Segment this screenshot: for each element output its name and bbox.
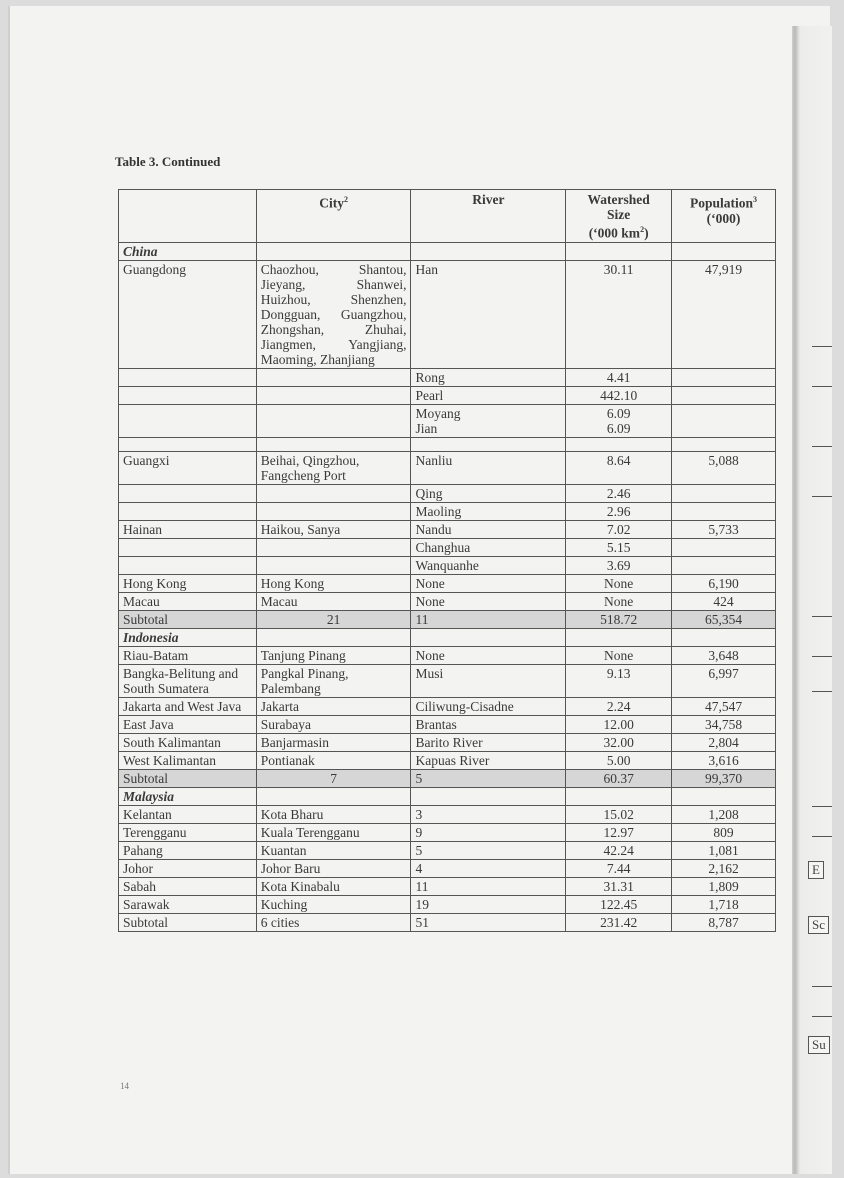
size-cell: 6.09 6.09	[566, 404, 672, 437]
strip-letter-3: Su	[808, 1036, 830, 1054]
table-row	[119, 697, 776, 715]
city-cell: Banjarmasin	[256, 733, 411, 751]
size-cell: None	[566, 574, 672, 592]
size-cell: None	[566, 592, 672, 610]
river-cell: 9	[411, 823, 566, 841]
river-cell: Ciliwung-Cisadne	[411, 697, 566, 715]
river-count-cell: 11	[411, 610, 566, 628]
size-cell: 4.41	[566, 368, 672, 386]
size-cell: 231.42	[566, 913, 672, 931]
data-table	[118, 189, 776, 932]
province-cell: Macau	[119, 592, 257, 610]
river-cell: Brantas	[411, 715, 566, 733]
river-cell: 19	[411, 895, 566, 913]
city-cell: Chaozhou, Shantou, Jieyang, Shanwei, Huizhou, Shenzhen, Dongguan, Guangzhou, Zhongshan, Zhuhai, Jiangmen, Yangjiang, Maoming, Zhanjiang	[256, 260, 411, 368]
size-cell: 7.02	[566, 520, 672, 538]
population-cell: 5,088	[672, 451, 776, 484]
table-row	[119, 574, 776, 592]
region-row-indonesia	[119, 628, 776, 646]
table-row	[119, 538, 776, 556]
size-cell: None	[566, 646, 672, 664]
city-cell: Kuching	[256, 895, 411, 913]
strip-tick	[812, 386, 832, 387]
river-cell: 4	[411, 859, 566, 877]
province-cell: Bangka-Belitung and South Sumatera	[119, 664, 257, 697]
table-row	[119, 877, 776, 895]
province-cell: Pahang	[119, 841, 257, 859]
size-cell: 12.00	[566, 715, 672, 733]
table-row	[119, 859, 776, 877]
table-row	[119, 502, 776, 520]
header-city: City$^2$	[256, 190, 411, 243]
population-cell: 2,162	[672, 859, 776, 877]
size-cell: 2.46	[566, 484, 672, 502]
river-cell: None	[411, 574, 566, 592]
city-cell: Kota Bharu	[256, 805, 411, 823]
strip-tick	[812, 446, 832, 447]
table-row	[119, 592, 776, 610]
population-cell: 424	[672, 592, 776, 610]
size-cell: 15.02	[566, 805, 672, 823]
table-row	[119, 484, 776, 502]
city-cell: Haikou, Sanya	[256, 520, 411, 538]
region-label: Indonesia	[119, 628, 257, 646]
region-label: Malaysia	[119, 787, 257, 805]
strip-letter-2: Sc	[808, 916, 829, 934]
river-count-cell: 51	[411, 913, 566, 931]
city-cell: Surabaya	[256, 715, 411, 733]
strip-tick	[812, 496, 832, 497]
river-cell: Moyang Jian	[411, 404, 566, 437]
city-cell: Kota Kinabalu	[256, 877, 411, 895]
table-row	[119, 895, 776, 913]
population-cell: 1,081	[672, 841, 776, 859]
strip-tick	[812, 616, 832, 617]
province-cell: Hainan	[119, 520, 257, 538]
table-caption: Table 3. Continued	[115, 154, 221, 169]
table-row	[119, 451, 776, 484]
region-label: China	[119, 242, 257, 260]
strip-tick	[812, 836, 832, 837]
adjacent-page-edge	[792, 26, 832, 1174]
size-cell: 31.31	[566, 877, 672, 895]
river-cell: Pearl	[411, 386, 566, 404]
size-cell: 7.44	[566, 859, 672, 877]
size-cell: 518.72	[566, 610, 672, 628]
header-province	[119, 190, 257, 243]
size-cell: 122.45	[566, 895, 672, 913]
table-row	[119, 404, 776, 437]
river-count-cell: 5	[411, 769, 566, 787]
size-cell: 60.37	[566, 769, 672, 787]
strip-tick	[812, 346, 832, 347]
population-cell: 47,547	[672, 697, 776, 715]
province-cell: Terengganu	[119, 823, 257, 841]
river-cell: Han	[411, 260, 566, 368]
header-river: River	[411, 190, 566, 243]
river-cell: 5	[411, 841, 566, 859]
page-number: 14	[120, 1081, 129, 1091]
city-count-cell: 21	[256, 610, 411, 628]
region-row-malaysia	[119, 787, 776, 805]
province-cell: Johor	[119, 859, 257, 877]
province-cell: Riau-Batam	[119, 646, 257, 664]
strip-tick	[812, 986, 832, 987]
population-cell: 2,804	[672, 733, 776, 751]
population-cell: 65,354	[672, 610, 776, 628]
population-cell: 809	[672, 823, 776, 841]
river-cell: 3	[411, 805, 566, 823]
province-cell: Guangdong	[119, 260, 257, 368]
river-cell: Nanliu	[411, 451, 566, 484]
subtotal-row	[119, 913, 776, 931]
city-cell: Pontianak	[256, 751, 411, 769]
city-cell: Pangkal Pinang, Palembang	[256, 664, 411, 697]
strip-letter-1: E	[808, 861, 824, 879]
population-cell: 3,616	[672, 751, 776, 769]
population-cell: 6,997	[672, 664, 776, 697]
city-cell: Hong Kong	[256, 574, 411, 592]
province-cell: Kelantan	[119, 805, 257, 823]
city-cell: Kuala Terengganu	[256, 823, 411, 841]
table-row	[119, 646, 776, 664]
subtotal-label: Subtotal	[119, 610, 257, 628]
table-row	[119, 664, 776, 697]
river-cell: Rong	[411, 368, 566, 386]
size-cell: 32.00	[566, 733, 672, 751]
size-cell: 5.00	[566, 751, 672, 769]
header-row	[119, 190, 776, 243]
population-cell: 1,809	[672, 877, 776, 895]
river-cell: None	[411, 646, 566, 664]
size-cell: 30.11	[566, 260, 672, 368]
population-cell: 8,787	[672, 913, 776, 931]
table-row	[119, 260, 776, 368]
river-cell: Kapuas River	[411, 751, 566, 769]
city-cell: Jakarta	[256, 697, 411, 715]
size-cell: 8.64	[566, 451, 672, 484]
province-cell: Hong Kong	[119, 574, 257, 592]
size-cell: 3.69	[566, 556, 672, 574]
province-cell: Jakarta and West Java	[119, 697, 257, 715]
city-cell: Tanjung Pinang	[256, 646, 411, 664]
population-cell: 3,648	[672, 646, 776, 664]
river-cell: None	[411, 592, 566, 610]
table-row	[119, 386, 776, 404]
header-watershed: Watershed Size (‘000 $km^2$)	[566, 190, 672, 243]
river-cell: Wanquanhe	[411, 556, 566, 574]
size-cell: 2.96	[566, 502, 672, 520]
subtotal-row	[119, 610, 776, 628]
river-cell: Nandu	[411, 520, 566, 538]
river-cell: Musi	[411, 664, 566, 697]
subtotal-label: Subtotal	[119, 913, 257, 931]
province-cell: South Kalimantan	[119, 733, 257, 751]
table-row	[119, 751, 776, 769]
subtotal-label: Subtotal	[119, 769, 257, 787]
region-row-china	[119, 242, 776, 260]
province-cell: Sabah	[119, 877, 257, 895]
province-cell: Sarawak	[119, 895, 257, 913]
size-cell: 42.24	[566, 841, 672, 859]
strip-tick	[812, 691, 832, 692]
size-cell: 12.97	[566, 823, 672, 841]
river-cell: Qing	[411, 484, 566, 502]
population-cell: 47,919	[672, 260, 776, 368]
table-row	[119, 823, 776, 841]
province-cell: West Kalimantan	[119, 751, 257, 769]
population-cell: 99,370	[672, 769, 776, 787]
table-row	[119, 715, 776, 733]
table-row	[119, 841, 776, 859]
city-cell: Macau	[256, 592, 411, 610]
strip-tick	[812, 806, 832, 807]
river-cell: Barito River	[411, 733, 566, 751]
size-cell: 2.24	[566, 697, 672, 715]
table-row	[119, 368, 776, 386]
size-cell: 442.10	[566, 386, 672, 404]
size-cell: 9.13	[566, 664, 672, 697]
population-cell: 1,718	[672, 895, 776, 913]
city-cell: Beihai, Qingzhou, Fangcheng Port	[256, 451, 411, 484]
table-row	[119, 520, 776, 538]
document-page	[8, 6, 830, 1174]
city-count-cell: 7	[256, 769, 411, 787]
river-cell: Maoling	[411, 502, 566, 520]
population-cell: 6,190	[672, 574, 776, 592]
province-cell: Guangxi	[119, 451, 257, 484]
province-cell: East Java	[119, 715, 257, 733]
table-row	[119, 805, 776, 823]
river-cell: Changhua	[411, 538, 566, 556]
spacer-row	[119, 437, 776, 451]
table-row	[119, 733, 776, 751]
city-cell: Johor Baru	[256, 859, 411, 877]
population-cell: 5,733	[672, 520, 776, 538]
city-cell: Kuantan	[256, 841, 411, 859]
population-cell: 34,758	[672, 715, 776, 733]
city-count-cell: 6 cities	[256, 913, 411, 931]
table-row	[119, 556, 776, 574]
header-population: Population$^3$ (‘000)	[672, 190, 776, 243]
strip-tick	[812, 1016, 832, 1017]
subtotal-row	[119, 769, 776, 787]
river-cell: 11	[411, 877, 566, 895]
size-cell: 5.15	[566, 538, 672, 556]
population-cell: 1,208	[672, 805, 776, 823]
strip-tick	[812, 656, 832, 657]
